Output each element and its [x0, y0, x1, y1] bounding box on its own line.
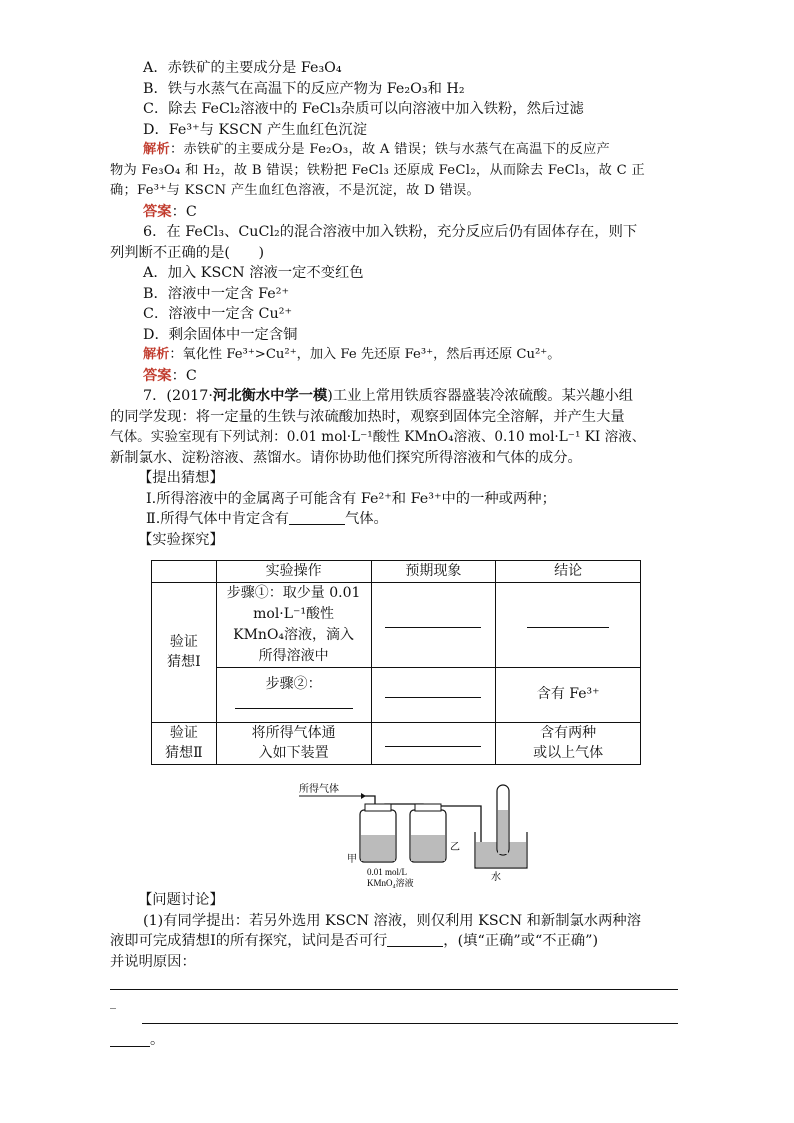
answer-blank[interactable]	[387, 932, 443, 947]
option-6c: C．溶液中一定含 Cu²⁺	[143, 306, 292, 322]
answer-5: 答案：C	[143, 203, 197, 220]
question-7-source: 河北衡水中学一模	[212, 388, 328, 404]
answer-6: 答案：C	[143, 367, 197, 384]
operation-cell: 将所得气体通 入如下装置	[216, 722, 371, 764]
table-header: 预期现象	[371, 561, 496, 583]
table-row	[152, 582, 641, 667]
step-2-blank[interactable]	[235, 696, 353, 709]
discussion-q1-line2: 液即可完成猜想Ⅰ的所有探究，试问是否可行 ，(填“正确”或“不正确”)	[110, 933, 599, 949]
hypothesis-2: Ⅱ.所得气体中肯定含有 气体。	[146, 511, 388, 527]
hypothesis-1: Ⅰ.所得溶液中的金属离子可能含有 Fe²⁺和 Fe³⁺中的一种或两种；	[146, 490, 556, 507]
answer-line[interactable]	[110, 989, 678, 990]
phenomenon-blank-3[interactable]	[371, 722, 496, 764]
reagent-label: 0.01 mol/L	[367, 867, 407, 877]
table-row	[152, 722, 641, 764]
gas-label: 所得气体	[299, 784, 339, 795]
phenomenon-blank-1[interactable]	[371, 582, 496, 667]
option-6d: D．剩余固体中一定含铜	[143, 326, 298, 343]
answer-line[interactable]	[142, 1023, 678, 1024]
conclusion-2: 含有 Fe³⁺	[496, 667, 641, 722]
label-jia: 甲	[347, 854, 357, 865]
answer-blank[interactable]	[289, 510, 345, 525]
analysis-5-line3: 确；Fe³⁺与 KSCN 产生血红色溶液，不是沉淀，故 D 错误。	[110, 183, 480, 198]
gas-apparatus-figure	[295, 780, 535, 890]
option-5a: A．赤铁矿的主要成分是 Fe₃O₄	[143, 60, 342, 76]
reagent-label-2: KMnO₄溶液	[367, 878, 414, 888]
analysis-5-line2: 物为 Fe₃O₄ 和 H₂，故 B 错误；铁粉把 FeCl₃ 还原成 FeCl₂，从而除去 FeCl₃，故 C 正	[110, 162, 646, 178]
period-mark: 。	[150, 1032, 165, 1048]
row-label: 验证 猜想Ⅰ	[152, 582, 217, 722]
discussion-q1: (1)有同学提出：若另外选用 KSCN 溶液，则仅利用 KSCN 和新制氯水两种溶	[143, 912, 641, 929]
table-header: 实验操作	[216, 561, 371, 583]
row-label: 验证 猜想Ⅱ	[152, 722, 217, 764]
question-7-line2: 的同学发现：将一定量的生铁与浓硫酸加热时，观察到固体完全溶解，并产生大量	[110, 408, 625, 425]
answer-line-dash: _	[110, 995, 116, 1009]
conclusion-3: 含有两种 或以上气体	[496, 722, 641, 764]
question-7-line4: 新制氯水、淀粉溶液、蒸馏水。请你协助他们探究所得溶液和气体的成分。	[110, 449, 582, 466]
analysis-5: 解析：赤铁矿的主要成分是 Fe₂O₃，故 A 错误；铁与水蒸气在高温下的反应产	[143, 142, 611, 157]
question-6-stem-2: 列判断不正确的是( )	[110, 244, 265, 261]
table-header: 结论	[496, 561, 641, 583]
question-7-line3: 气体。实验室现有下列试剂：0.01 mol·L⁻¹酸性 KMnO₄溶液、0.10 mol·L⁻¹ KI 溶液、	[110, 429, 646, 445]
option-6a: A．加入 KSCN 溶液一定不变红色	[143, 265, 364, 281]
water-label: 水	[491, 872, 501, 883]
answer-line[interactable]	[110, 1046, 150, 1047]
option-5c: C．除去 FeCl₂溶液中的 FeCl₃杂质可以向溶液中加入铁粉，然后过滤	[143, 101, 584, 117]
experiment-table	[151, 560, 641, 765]
step-1-cell: 步骤①：取少量 0.01 mol·L⁻¹酸性 KMnO₄溶液，滴入 所得溶液中	[216, 582, 371, 667]
table-header-corner	[152, 561, 217, 583]
conclusion-blank-1[interactable]	[496, 582, 641, 667]
label-yi: 乙	[450, 842, 460, 853]
phenomenon-blank-2[interactable]	[371, 667, 496, 722]
question-6-stem: 6．在 FeCl₃、CuCl₂的混合溶液中加入铁粉，充分反应后仍有固体存在，则下	[143, 224, 638, 240]
question-block	[110, 58, 684, 550]
apparatus-diagram	[295, 780, 535, 890]
table-row	[152, 667, 641, 722]
section-hypothesis: 【提出猜想】	[138, 470, 224, 486]
discussion-q1-line3: 并说明原因：	[110, 953, 196, 970]
section-experiment: 【实验探究】	[138, 531, 224, 548]
table-header-row	[152, 561, 641, 583]
option-5d: D．Fe³⁺与 KSCN 产生血红色沉淀	[143, 121, 368, 138]
section-discussion: 【问题讨论】	[138, 892, 224, 908]
question-7-stem: 7．(2017·河北衡水中学一模)工业上常用铁质容器盛装冷浓硫酸。某兴趣小组	[143, 388, 634, 404]
option-5b: B．铁与水蒸气在高温下的反应产物为 Fe₂O₃和 H₂	[143, 80, 465, 97]
option-6b: B．溶液中一定含 Fe²⁺	[143, 285, 290, 302]
analysis-6: 解析：氧化性 Fe³⁺>Cu²⁺，加入 Fe 先还原 Fe³⁺，然后再还原 Cu²⁺。	[143, 347, 561, 362]
discussion-block	[110, 890, 684, 972]
step-2-cell: 步骤②：	[216, 667, 371, 722]
analysis-label: 解析	[143, 142, 170, 157]
